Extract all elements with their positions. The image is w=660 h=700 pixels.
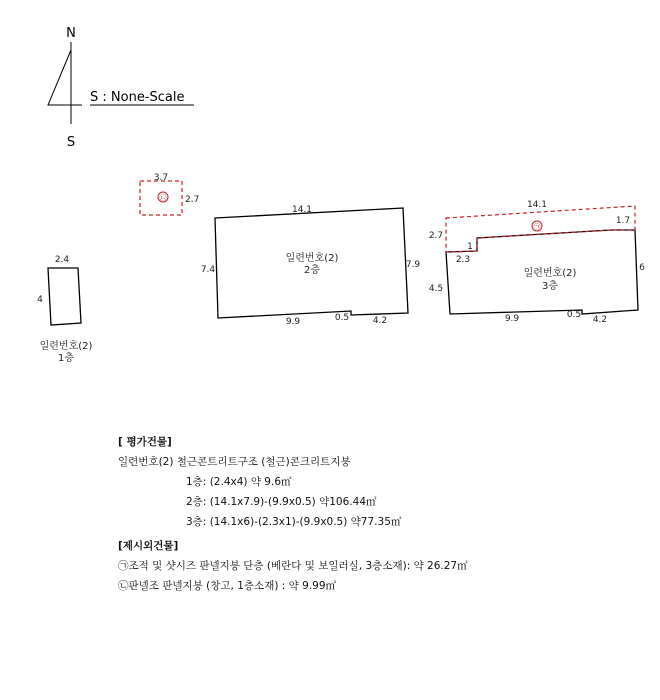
south-label: S [66, 135, 76, 150]
building-1f-width: 2.4 [54, 255, 70, 265]
building-3f-bottom-c: 4.2 [592, 315, 608, 325]
annex-3f-marker: ㉠ [533, 223, 541, 231]
building-3f-bottom-b: 0.5 [566, 310, 582, 320]
building-3f-left: 4.5 [428, 284, 444, 294]
legend-floor-2: 2층: (14.1x7.9)-(9.9x0.5) 약106.44㎡ [186, 496, 377, 508]
annex-width: 3.7 [153, 173, 169, 183]
scale-label: S : None-Scale [90, 90, 185, 105]
legend-floor-3: 3층: (14.1x6)-(2.3x1)-(9.9x0.5) 약77.35㎡ [186, 516, 402, 528]
building-3f-floor: 3층 [541, 281, 559, 292]
building-3f-notch-d: 2.3 [455, 255, 471, 265]
building-2f-left: 7.4 [200, 265, 216, 275]
building-2f-bottom-a: 9.9 [285, 317, 301, 327]
building-3f-top: 14.1 [526, 200, 548, 210]
building-2f-name: 일련번호(2) [285, 253, 339, 264]
legend-floor-1: 1층: (2.4x4) 약 9.6㎡ [186, 476, 292, 488]
legend-extra-2: ㉡판넬조 판넬지붕 (창고, 1층소재) : 약 9.99㎡ [118, 580, 337, 592]
building-3f-left-top: 2.7 [428, 231, 444, 241]
building-2f-bottom-c: 4.2 [372, 316, 388, 326]
legend-main-title: [ 평가건물] [118, 436, 172, 448]
building-2f-top: 14.1 [291, 205, 313, 215]
building-3f-name: 일련번호(2) [523, 268, 577, 279]
building-2f-floor: 2층 [303, 265, 321, 276]
building-1f-name: 일련번호(2) [39, 341, 93, 352]
building-1f-floor: 1층 [57, 353, 75, 364]
building-2f-bottom-b: 0.5 [334, 313, 350, 323]
annex-height: 2.7 [185, 195, 200, 205]
building-1f-outline [48, 268, 81, 325]
building-2f-right: 7.9 [405, 260, 421, 270]
building-3f-bottom-a: 9.9 [504, 314, 520, 324]
building-3f-right: 6 [639, 263, 645, 273]
building-3f-top-right: 1.7 [615, 216, 631, 226]
building-1f-height: 4 [37, 295, 43, 305]
building-3f-notch-w: 1 [467, 242, 473, 252]
annex-marker: ㉡ [159, 194, 167, 202]
legend-extra-1: ㉠조적 및 샷시즈 판넬지붕 단층 (베란다 및 보일러실, 3층소재): 약 26.27㎡ [118, 560, 468, 572]
legend-main-line: 일련번호(2) 철근콘트리트구조 (철근)콘크리트지붕 [118, 456, 351, 468]
area-legend [118, 432, 468, 596]
north-label: N [66, 26, 76, 41]
north-arrow-icon [48, 42, 82, 124]
legend-extra-title: [제시외건물] [118, 540, 179, 552]
